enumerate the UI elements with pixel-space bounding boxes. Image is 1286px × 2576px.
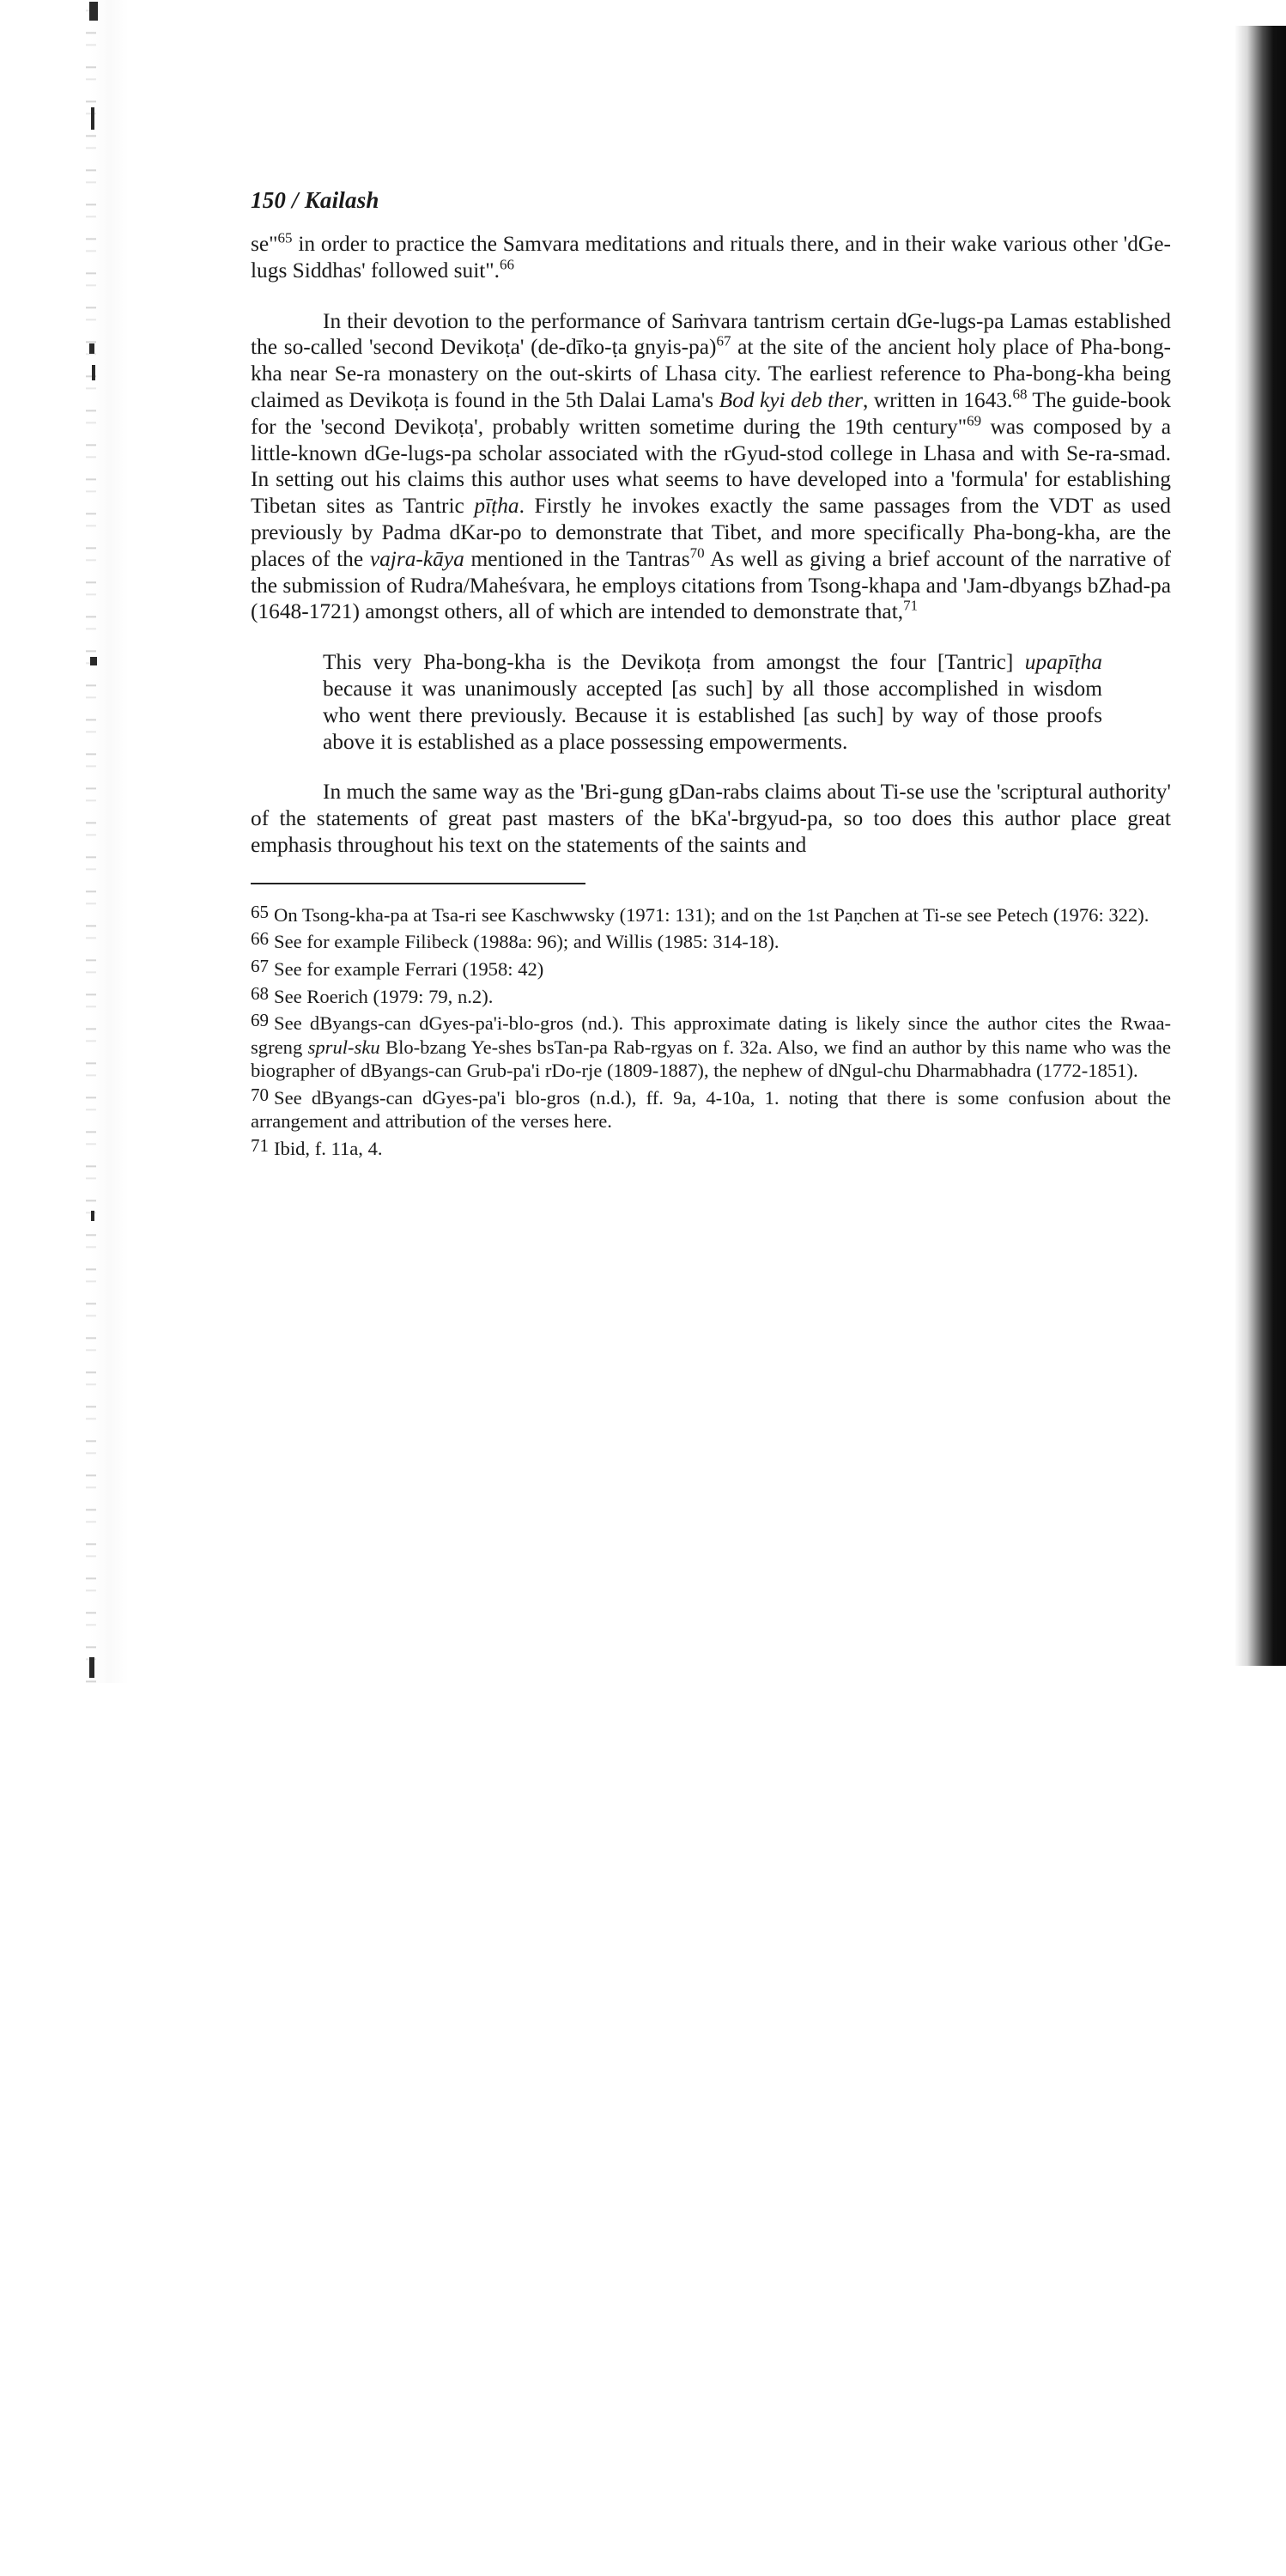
paragraph: In their devotion to the performance of Saṁvara tantrism certain dGe-lugs-pa Lamas established the so-called 'second Devikoṭa' (de-dīko-ṭa gnyis-pa)$^{67}$ at the site of the ancient holy place of Pha-bong-kha near Se-ra monastery on the out-skirts of Lhasa city. The earliest reference to Pha-bong-kha being claimed as Devikoṭa is found in the 5th Dalai Lama's Bod kyi deb ther, written in 1643.68 The guide-book for the 'second Devikoṭa', probably written sometime during the 19th century"$^{69}$ was composed by a little-known dGe-lugs-pa scholar associated with the rGyud-stod college in Lhasa and with Se-ra-smad. In setting out his claims this author uses what seems to have developed into a 'formula' for establishing Tibetan sites as Tantric pīṭha. Firstly he invokes exactly the same passages from the VDT as used previously by Padma dKar-po to demonstrate that Tibet, and more specifically Pha-bong-kha, are the places of the vajra-kāya mentioned in the Tantras$^{70}$ As well as giving a brief account of the narrative of the submission of Rudra/Maheśvara, he employs citations from Tsong-khapa and 'Jam-dbyangs bZhad-pa (1648-1721) amongst others, all of which are intended to demonstrate that,$^{71}$	[251, 308, 1171, 624]
footnote-text: See Roerich (1979: 79, n.2).	[274, 985, 494, 1007]
scan-left-edge	[0, 0, 129, 1683]
footnote-text: Ibid, f. 11a, 4.	[274, 1138, 383, 1160]
footnote	[251, 1137, 1171, 1161]
footnote-number: 69	[251, 1010, 269, 1031]
paragraph: se"$^{65}$ in order to practice the Samvara meditations and rituals there, and in their wake various other 'dGe-lugs Siddhas' followed suit".$^{66}$	[251, 229, 1171, 283]
page-content	[251, 187, 1171, 1164]
scan-mark	[89, 2, 98, 21]
scan-mark	[91, 107, 94, 130]
footnote	[251, 982, 1171, 1009]
footnote-number: 65	[251, 901, 269, 922]
scan-mark	[90, 657, 97, 665]
footnote-number: 68	[251, 982, 269, 1004]
footnote-text: See for example Ferrari (1958: 42)	[274, 957, 544, 980]
scan-noise	[86, 0, 96, 1683]
footnote-text: See for example Filibeck (1988a: 96); and Willis (1985: 314-18).	[274, 931, 779, 953]
footnote	[251, 957, 1171, 981]
footnote-number: 66	[251, 928, 269, 950]
footnote	[251, 1086, 1171, 1133]
footnote	[251, 930, 1171, 954]
paragraph: In much the same way as the 'Bri-gung gDan-rabs claims about Ti-se use the 'scriptural authority' of the statements of great past masters of the bKa'-brgyud-pa, so too does this author place great emphasis throughout his text on the statements of the saints and	[251, 780, 1171, 857]
footnote-number: 67	[251, 955, 269, 976]
footnote-text: See dByangs-can dGyes-pa'i blo-gros (n.d.), ff. 9a, 4-10a, 1. noting that there is some confusion about the arrangement and attribution of the verses here.	[251, 1086, 1171, 1133]
footnote-text: On Tsong-kha-pa at Tsa-ri see Kaschwwsky (1971: 131); and on the 1st Paṇchen at Ti-se see Petech (1976: 322).	[274, 903, 1150, 926]
footnote-number: 70	[251, 1084, 269, 1105]
scan-mark	[89, 343, 94, 354]
footnote-number: 71	[251, 1135, 269, 1157]
footnote	[251, 903, 1171, 927]
block-quote: This very Pha-bong-kha is the Devikoṭa from amongst the four [Tantric] upapīṭha because it was unanimously accepted [as such] by all those accomplished in wisdom who went there previously. Because it is established [as such] by way of those proofs above it is established as a place possessing empowerments.	[323, 650, 1102, 754]
scan-right-shadow	[1234, 26, 1286, 1666]
running-head: 150 / Kailash	[251, 187, 379, 213]
scan-mark	[89, 1657, 94, 1678]
footnote-rule	[251, 883, 585, 884]
footnote-text: See dByangs-can dGyes-pa'i-blo-gros (nd.). This approximate dating is likely since the author cites the Rwaa-sgreng sprul-sku Blo-bzang Ye-shes bsTan-pa Rab-rgyas on f. 32a. Also, we find an author by this name who was the biographer of dByangs-can Grub-pa'i rDo-rje (1809-1887), the nephew of dNgul-chu Dharmabhadra (1772-1851).	[251, 1012, 1171, 1082]
footnote	[251, 1012, 1171, 1083]
footnotes	[251, 903, 1171, 1161]
scan-mark	[91, 1211, 94, 1221]
scan-mark	[92, 365, 95, 380]
